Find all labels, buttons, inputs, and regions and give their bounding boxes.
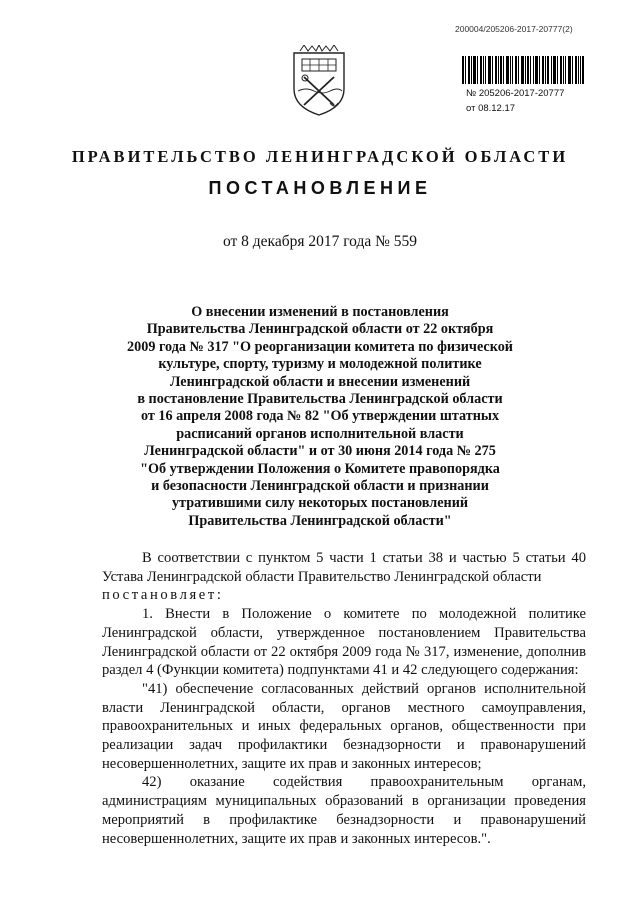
heading-line: Ленинградской области" и от 30 июня 2014 года № 275 (144, 443, 496, 460)
heading-line: Правительства Ленинградской области от 22 октября (146, 321, 494, 338)
preamble-paragraph: В соответствии с пунктом 5 части 1 статьи 38 и частью 5 статьи 40 Устава Ленинградской области Правительство Ленинградской области (102, 550, 586, 585)
registration-date: от 08.12.17 (466, 103, 516, 114)
resolves-word: постановляет: (102, 587, 224, 604)
heading-line: и безопасности Ленинградской области и признании (151, 478, 489, 495)
coat-of-arms-icon (290, 45, 348, 117)
heading-line: расписаний органов исполнительной власти (176, 425, 464, 442)
barcode-icon (462, 56, 584, 84)
heading-line: утратившими силу некоторых постановлений (171, 495, 469, 512)
item-42-paragraph: 42) оказание содействия правоохранительным органам, администрациям муниципальных образований в организации проведения мероприятий в профилактике безнадзорности и правонарушений несовершеннолетних, защите их прав и законных интересов.". (102, 774, 586, 847)
heading-line: от 16 апреля 2008 года № 82 "Об утверждении штатных (140, 408, 500, 425)
item-41-paragraph: "41) обеспечение согласованных действий органов исполнительной власти Ленинградской области, органов местного самоуправления, правоохранительных и иных федеральных органов, общественности при реализации задач профилактики безнадзорности и правонарушений несовершеннолетних, защите их прав и законных интересов; (102, 680, 586, 772)
document-heading (120, 304, 520, 530)
heading-line: в постановление Правительства Ленинградской области (137, 391, 503, 408)
government-title: ПРАВИТЕЛЬСТВО ЛЕНИНГРАДСКОЙ ОБЛАСТИ (71, 147, 569, 166)
document-code: 200004/205206-2017-20777(2) (455, 24, 573, 34)
registration-number: № 205206-2017-20777 (466, 88, 565, 99)
heading-line: Правительства Ленинградской области" (188, 512, 452, 529)
item-1-paragraph: 1. Внести в Положение о комитете по молодежной политике Ленинградской области, утвержденное постановлением Правительства Ленинградской области от 22 октября 2009 года № 317, изменение, дополнив раздел 4 (Функции комитета) подпунктами 41 и 42 следующего содержания: (102, 606, 586, 679)
heading-line: "Об утверждении Положения о Комитете правопорядка (140, 460, 500, 477)
heading-line: О внесении изменений в постановления (191, 304, 449, 320)
document-date-number: от 8 декабря 2017 года № 559 (222, 233, 418, 250)
heading-line: культуре, спорту, туризму и молодежной политике (158, 356, 482, 373)
heading-line: Ленинградской области и внесении изменений (169, 373, 471, 390)
heading-line: 2009 года № 317 "О реорганизации комитета по физической (127, 338, 513, 355)
document-body (102, 549, 586, 848)
document-type: ПОСТАНОВЛЕНИЕ (208, 178, 432, 198)
